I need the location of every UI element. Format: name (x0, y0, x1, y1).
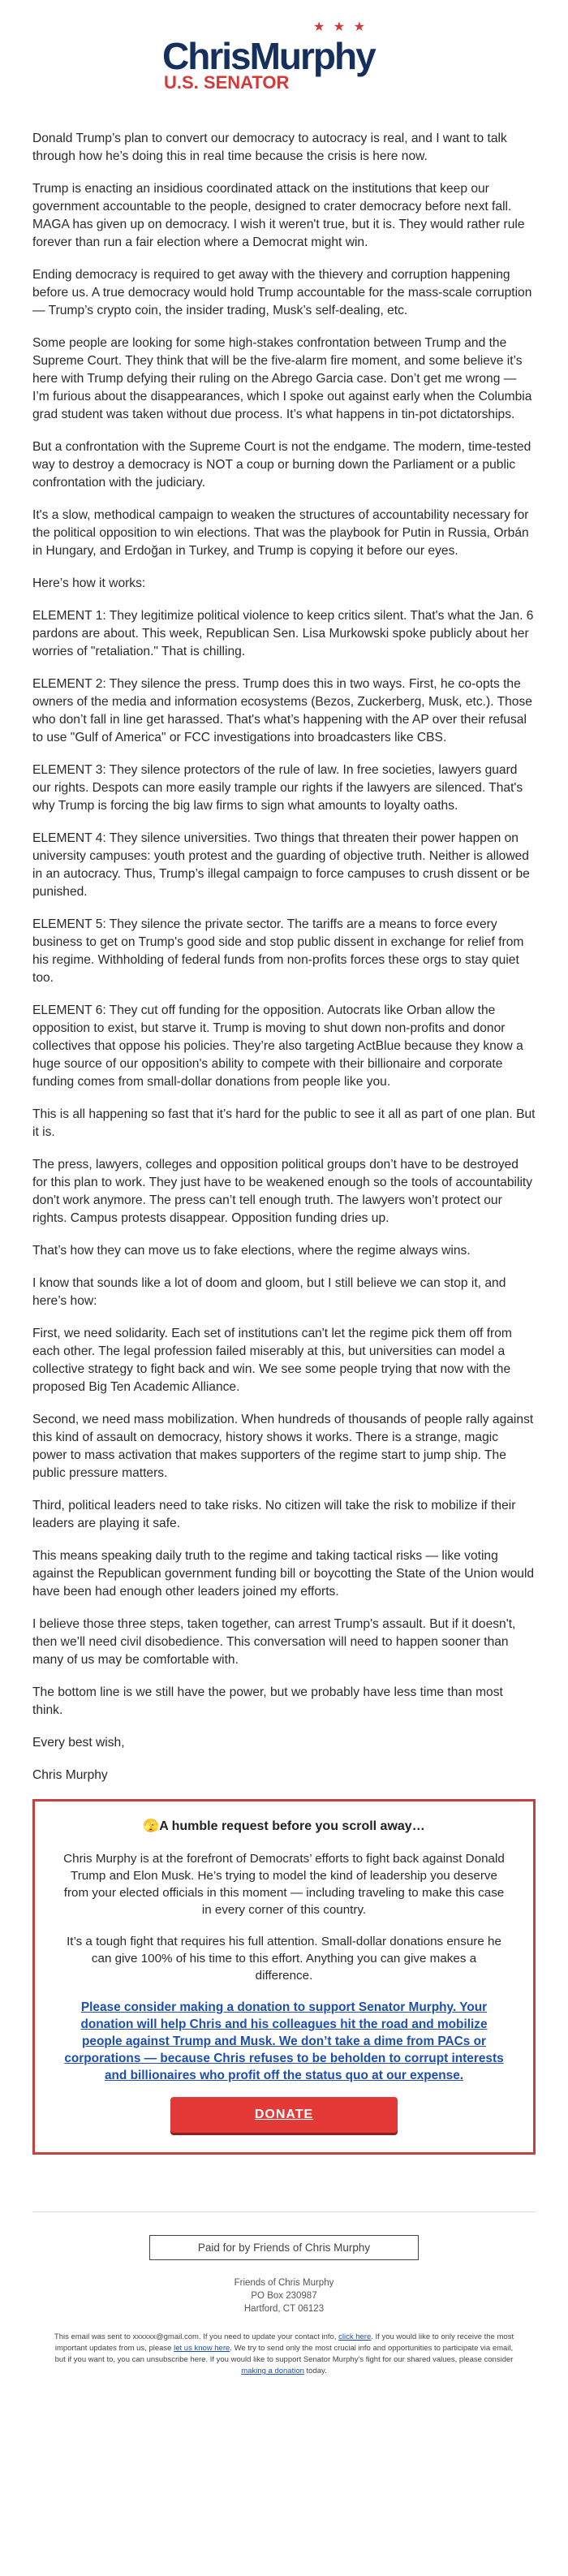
logo-title: U.S. SENATOR (164, 72, 290, 93)
footer-note (49, 2332, 519, 2377)
cta-paragraph: Chris Murphy is at the forefront of Democrats’ efforts to fight back against Donald Trump and Elon Musk. He’s trying to model the kind of leadership you deserve from your elected officials in this moment — including traveling to make this case in every corner of this country. (63, 1852, 505, 1917)
body-paragraph: The press, lawyers, colleges and opposition political groups don’t have to be destroyed for this plan to work. They just have to be weakened enough so the tools of accountability don't work anymore. The press can’t tell enough truth. The lawyers won’t protect our rights. Campus protests disappear. Opposition funding dries up. (32, 1158, 533, 1225)
body-paragraph: It's a slow, methodical campaign to weaken the structures of accountability necessary for the political opposition to win elections. That was the playbook for Putin in Russia, Orbán in Hungary, and Erdoğan in Turkey, and Trump is copying it before our eyes. (32, 508, 529, 558)
cta-paragraph: It’s a tough fight that requires his full attention. Small-dollar donations ensure he can give 100% of his time to this effort. Anything you can give makes a difference. (67, 1935, 501, 1983)
email-body (0, 114, 568, 1784)
address-line: PO Box 230987 (251, 2291, 317, 2301)
body-paragraph: This means speaking daily truth to the regime and taking tactical risks — like voting against the Republican government funding bill or boycotting the State of the Union would have been had enough other leaders joined my efforts. (32, 1549, 535, 1599)
donation-request-box (32, 1799, 536, 2155)
senator-logo (162, 21, 406, 94)
footer-text: This email was sent to xxxxxx@gmail.com. If you need to update your contact info, (54, 2332, 339, 2341)
body-paragraph: Some people are looking for some high-stakes confrontation between Trump and the Supreme Court. They think that will be the five-alarm fire moment, and some believe it’s here with Trump defying their ruling on the Abrego Garcia case. Don’t get me wrong — I’m furious about the disappearances, which I spoke out against early when the Columbia grad student was taken without due process. It’s what happens in tin-pot dictatorships. (32, 336, 532, 421)
body-paragraph: ELEMENT 4: They silence universities. Two things that threaten their power happen on university campuses: youth protest and the guarding of objective truth. Neither is allowed in an autocracy. Thus, Trump’s illegal campaign to force campuses to crush dissent or be punished. (32, 831, 530, 899)
footer-divider (32, 2211, 536, 2212)
body-paragraph: That’s how they can move us to fake elections, where the regime always wins. (32, 1244, 471, 1258)
header (0, 0, 568, 114)
address-line: Hartford, CT 06123 (243, 2304, 325, 2314)
body-paragraph: Here’s how it works: (32, 576, 146, 590)
address-line: Friends of Chris Murphy (234, 2278, 334, 2288)
body-paragraph: But a confrontation with the Supreme Court is not the endgame. The modern, time-tested way to destroy a democracy is NOT a coup or burning down the Parliament or a public confrontation with the judiciary. (32, 440, 531, 490)
footer-donation-link[interactable]: making a donation (241, 2367, 304, 2375)
body-paragraph: ELEMENT 1: They legitimize political violence to keep critics silent. That's what the Jan. 6 pardons are about. This week, Republican Sen. Lisa Murkowski spoke publicly about her worries of "retaliation." That is chilling. (32, 609, 534, 658)
bottom-spacer (0, 2377, 568, 2410)
body-paragraph: I know that sounds like a lot of doom and gloom, but I still believe we can stop it, and here’s how: (32, 1276, 506, 1308)
sign-off: Every best wish, (32, 1736, 125, 1750)
body-paragraph: First, we need solidarity. Each set of institutions can't let the regime pick them off from each other. The legal profession failed miserably at this, but universities can model a collective strategy to fight back and win. We see some people trying that now with the proposed Big Ten Academic Alliance. (32, 1327, 512, 1394)
signature-name: Chris Murphy (32, 1768, 108, 1782)
footer-text: today. (303, 2367, 327, 2375)
logo-stars: ★ ★ ★ (313, 20, 368, 34)
logo-name: ChrisMurphy (162, 35, 375, 77)
body-paragraph: Third, political leaders need to take risks. No citizen will take the risk to mobilize if their leaders are playing it safe. (32, 1499, 516, 1530)
body-paragraph: ELEMENT 5: They silence the private sector. The tariffs are a means to force every business to get on Trump's good side and stop public dissent in exchange for relief from his regime. Withholding of federal funds from non-profits forces these orgs to stay quiet too. (32, 917, 524, 985)
body-paragraph: ELEMENT 3: They silence protectors of the rule of law. In free societies, lawyers guard our rights. Despots can more easily trample our rights if the lawyers are silenced. That's why Trump is forcing the big law firms to sign what amounts to loyalty oaths. (32, 763, 523, 813)
donation-link[interactable]: Please consider making a donation to support Senator Murphy. Your donation will help Chris and his colleagues hit the road and mobilize people against Trump and Musk. We don’t take a dime from PACs or corporations — because Chris refuses to be beholden to corrupt interests and billionaires who profit off the status quo at our expense. (64, 2000, 504, 2082)
update-contact-link[interactable]: click here (338, 2332, 372, 2341)
body-paragraph: This is all happening so fast that it’s hard for the public to see it all as part of one plan. But it is. (32, 1107, 536, 1139)
body-paragraph: ELEMENT 6: They cut off funding for the opposition. Autocrats like Orban allow the opposition to exist, but starve it. Trump is moving to shut down non-profits and donor collectives that oppose his policies. They’re also targeting ActBlue because they know a huge source of our opposition's ability to compete with their billionaire and corporate funding comes from small-dollar donations from people like you. (32, 1003, 523, 1089)
mailing-address (0, 2276, 568, 2315)
footer-text: . We try to send only the most crucial info and opportunities to participate via email, but if you want to, you can unsubscribe here. If you would like to support Senator Murphy’s fight for our shared values, please consider (54, 2344, 514, 2364)
body-paragraph: Trump is enacting an insidious coordinated attack on the institutions that keep our government accountable to the people, designed to crater democracy before next fall. MAGA has given up on democracy. I wish it weren't true, but it is. They would rather rule forever than run a fair election where a Democrat might win. (32, 182, 525, 249)
body-paragraph: The bottom line is we still have the power, but we probably have less time than most think. (32, 1685, 503, 1717)
body-paragraph: Second, we need mass mobilization. When hundreds of thousands of people rally against this kind of assault on democracy, history shows it works. There is a strange, magic power to mass activation that makes supporters of the regime start to jump ship. The public pressure matters. (32, 1413, 534, 1480)
paid-for-section (0, 2235, 568, 2260)
footer-text: . If you would like to only receive the most important updates from us, please (54, 2332, 514, 2353)
paid-for-box: Paid for by Friends of Chris Murphy (149, 2235, 419, 2260)
preferences-link[interactable]: let us know here (174, 2344, 230, 2353)
body-paragraph: ELEMENT 2: They silence the press. Trump does this in two ways. First, he co-opts the owners of the media and information ecosystems (Bezos, Zuckerberg, Musk, etc.). Those who don’t fall in line get harassed. That's what’s happening with the AP over their refusal to use "Gulf of America" or FCC investigations into broadcasters like CBS. (32, 677, 532, 744)
body-paragraph: Donald Trump’s plan to convert our democracy to autocracy is real, and I want to talk through how he’s doing this in real time because the crisis is here now. (32, 132, 507, 163)
body-paragraph: Ending democracy is required to get away with the thievery and corruption happening before us. A true democracy would hold Trump accountable for the mass-scale corruption — Trump’s crypto coin, the insider trading, Musk’s self-dealing, etc. (32, 268, 532, 317)
body-paragraph: I believe those three steps, taken together, can arrest Trump's assault. But if it doesn't, then we’ll need civil disobedience. This conversation will need to happen sooner than many of us may be comfortable with. (32, 1617, 516, 1667)
donate-button[interactable]: DONATE (170, 2097, 398, 2133)
cta-heading: 🫣A humble request before you scroll away… (143, 1819, 425, 1833)
